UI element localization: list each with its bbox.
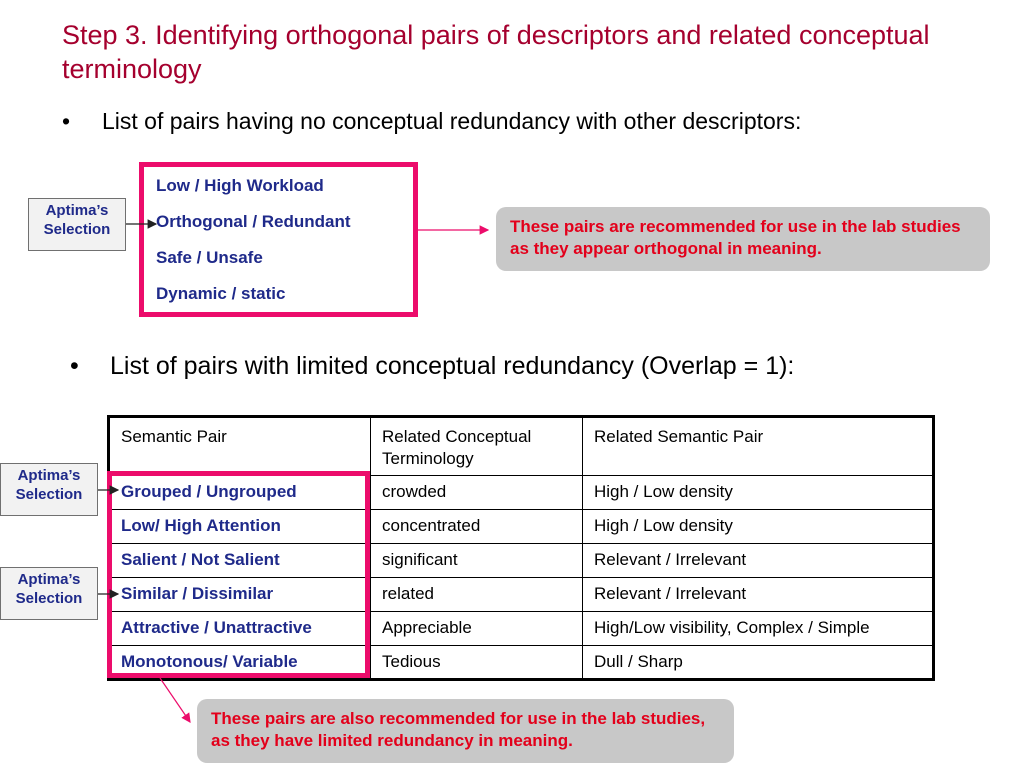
pair-term-a: Safe [156, 248, 192, 267]
cell-related-pair: Dull / Sharp [583, 646, 934, 680]
pair-separator: / [226, 284, 242, 303]
cell-related-pair: Relevant / Irrelevant [583, 544, 934, 578]
table-highlight-box [107, 471, 370, 678]
pair-term-b: High Workload [204, 176, 324, 195]
table-header-row [109, 417, 934, 476]
pair-term-a: Dynamic [156, 284, 227, 303]
recommendation-note-limited: These pairs are also recommended for use in the lab studies, as they have limited redundancy in meaning. [197, 699, 734, 763]
cell-terminology: significant [371, 544, 583, 578]
cell-semantic-pair: Grouped / Ungrouped [109, 476, 371, 510]
cell-semantic-pair: Salient / Not Salient [109, 544, 371, 578]
cell-related-pair: High/Low visibility, Complex / Simple [583, 612, 934, 646]
aptima-selection-label: Aptima’s Selection [0, 567, 98, 620]
bullet-no-redundancy [62, 108, 801, 135]
header-related-terminology: Related Conceptual Terminology [371, 417, 583, 476]
header-semantic-pair: Semantic Pair [109, 417, 371, 476]
pair-term-b: static [241, 284, 286, 303]
pair-term-b: Unsafe [206, 248, 263, 267]
cell-related-pair: Relevant / Irrelevant [583, 578, 934, 612]
bullet-marker: • [70, 352, 79, 380]
arrow-to-note-2 [160, 678, 190, 722]
bullet-text: List of pairs having no conceptual redundancy with other descriptors: [102, 108, 802, 134]
cell-terminology: crowded [371, 476, 583, 510]
pair-term-a: Orthogonal [156, 212, 248, 231]
pair-item [156, 248, 263, 268]
pair-item [156, 176, 324, 196]
pair-item [156, 212, 351, 232]
cell-terminology: concentrated [371, 510, 583, 544]
bullet-marker: • [62, 108, 71, 134]
cell-terminology: related [371, 578, 583, 612]
cell-terminology: Appreciable [371, 612, 583, 646]
aptima-selection-label: Aptima’s Selection [0, 463, 98, 516]
header-related-semantic-pair: Related Semantic Pair [583, 417, 934, 476]
pair-term-a: Low [156, 176, 190, 195]
pair-separator: / [247, 212, 262, 231]
cell-semantic-pair: Similar / Dissimilar [109, 578, 371, 612]
cell-terminology: Tedious [371, 646, 583, 680]
bullet-text: List of pairs with limited conceptual redundancy (Overlap = 1): [110, 352, 795, 380]
slide-title: Step 3. Identifying orthogonal pairs of descriptors and related conceptual terminology [62, 20, 930, 84]
pair-separator: / [190, 176, 205, 195]
aptima-selection-label: Aptima’s Selection [28, 198, 126, 251]
pair-item [156, 284, 285, 304]
orthogonal-pairs-box [139, 162, 418, 317]
cell-semantic-pair: Monotonous/ Variable [109, 646, 371, 680]
pair-separator: / [191, 248, 207, 267]
bullet-limited-redundancy [70, 352, 794, 381]
recommendation-note-orthogonal: These pairs are recommended for use in the lab studies as they appear orthogonal in meaning. [496, 207, 990, 271]
cell-related-pair: High / Low density [583, 476, 934, 510]
cell-related-pair: High / Low density [583, 510, 934, 544]
pair-term-b: Redundant [261, 212, 351, 231]
cell-semantic-pair: Low/ High Attention [109, 510, 371, 544]
cell-semantic-pair: Attractive / Unattractive [109, 612, 371, 646]
